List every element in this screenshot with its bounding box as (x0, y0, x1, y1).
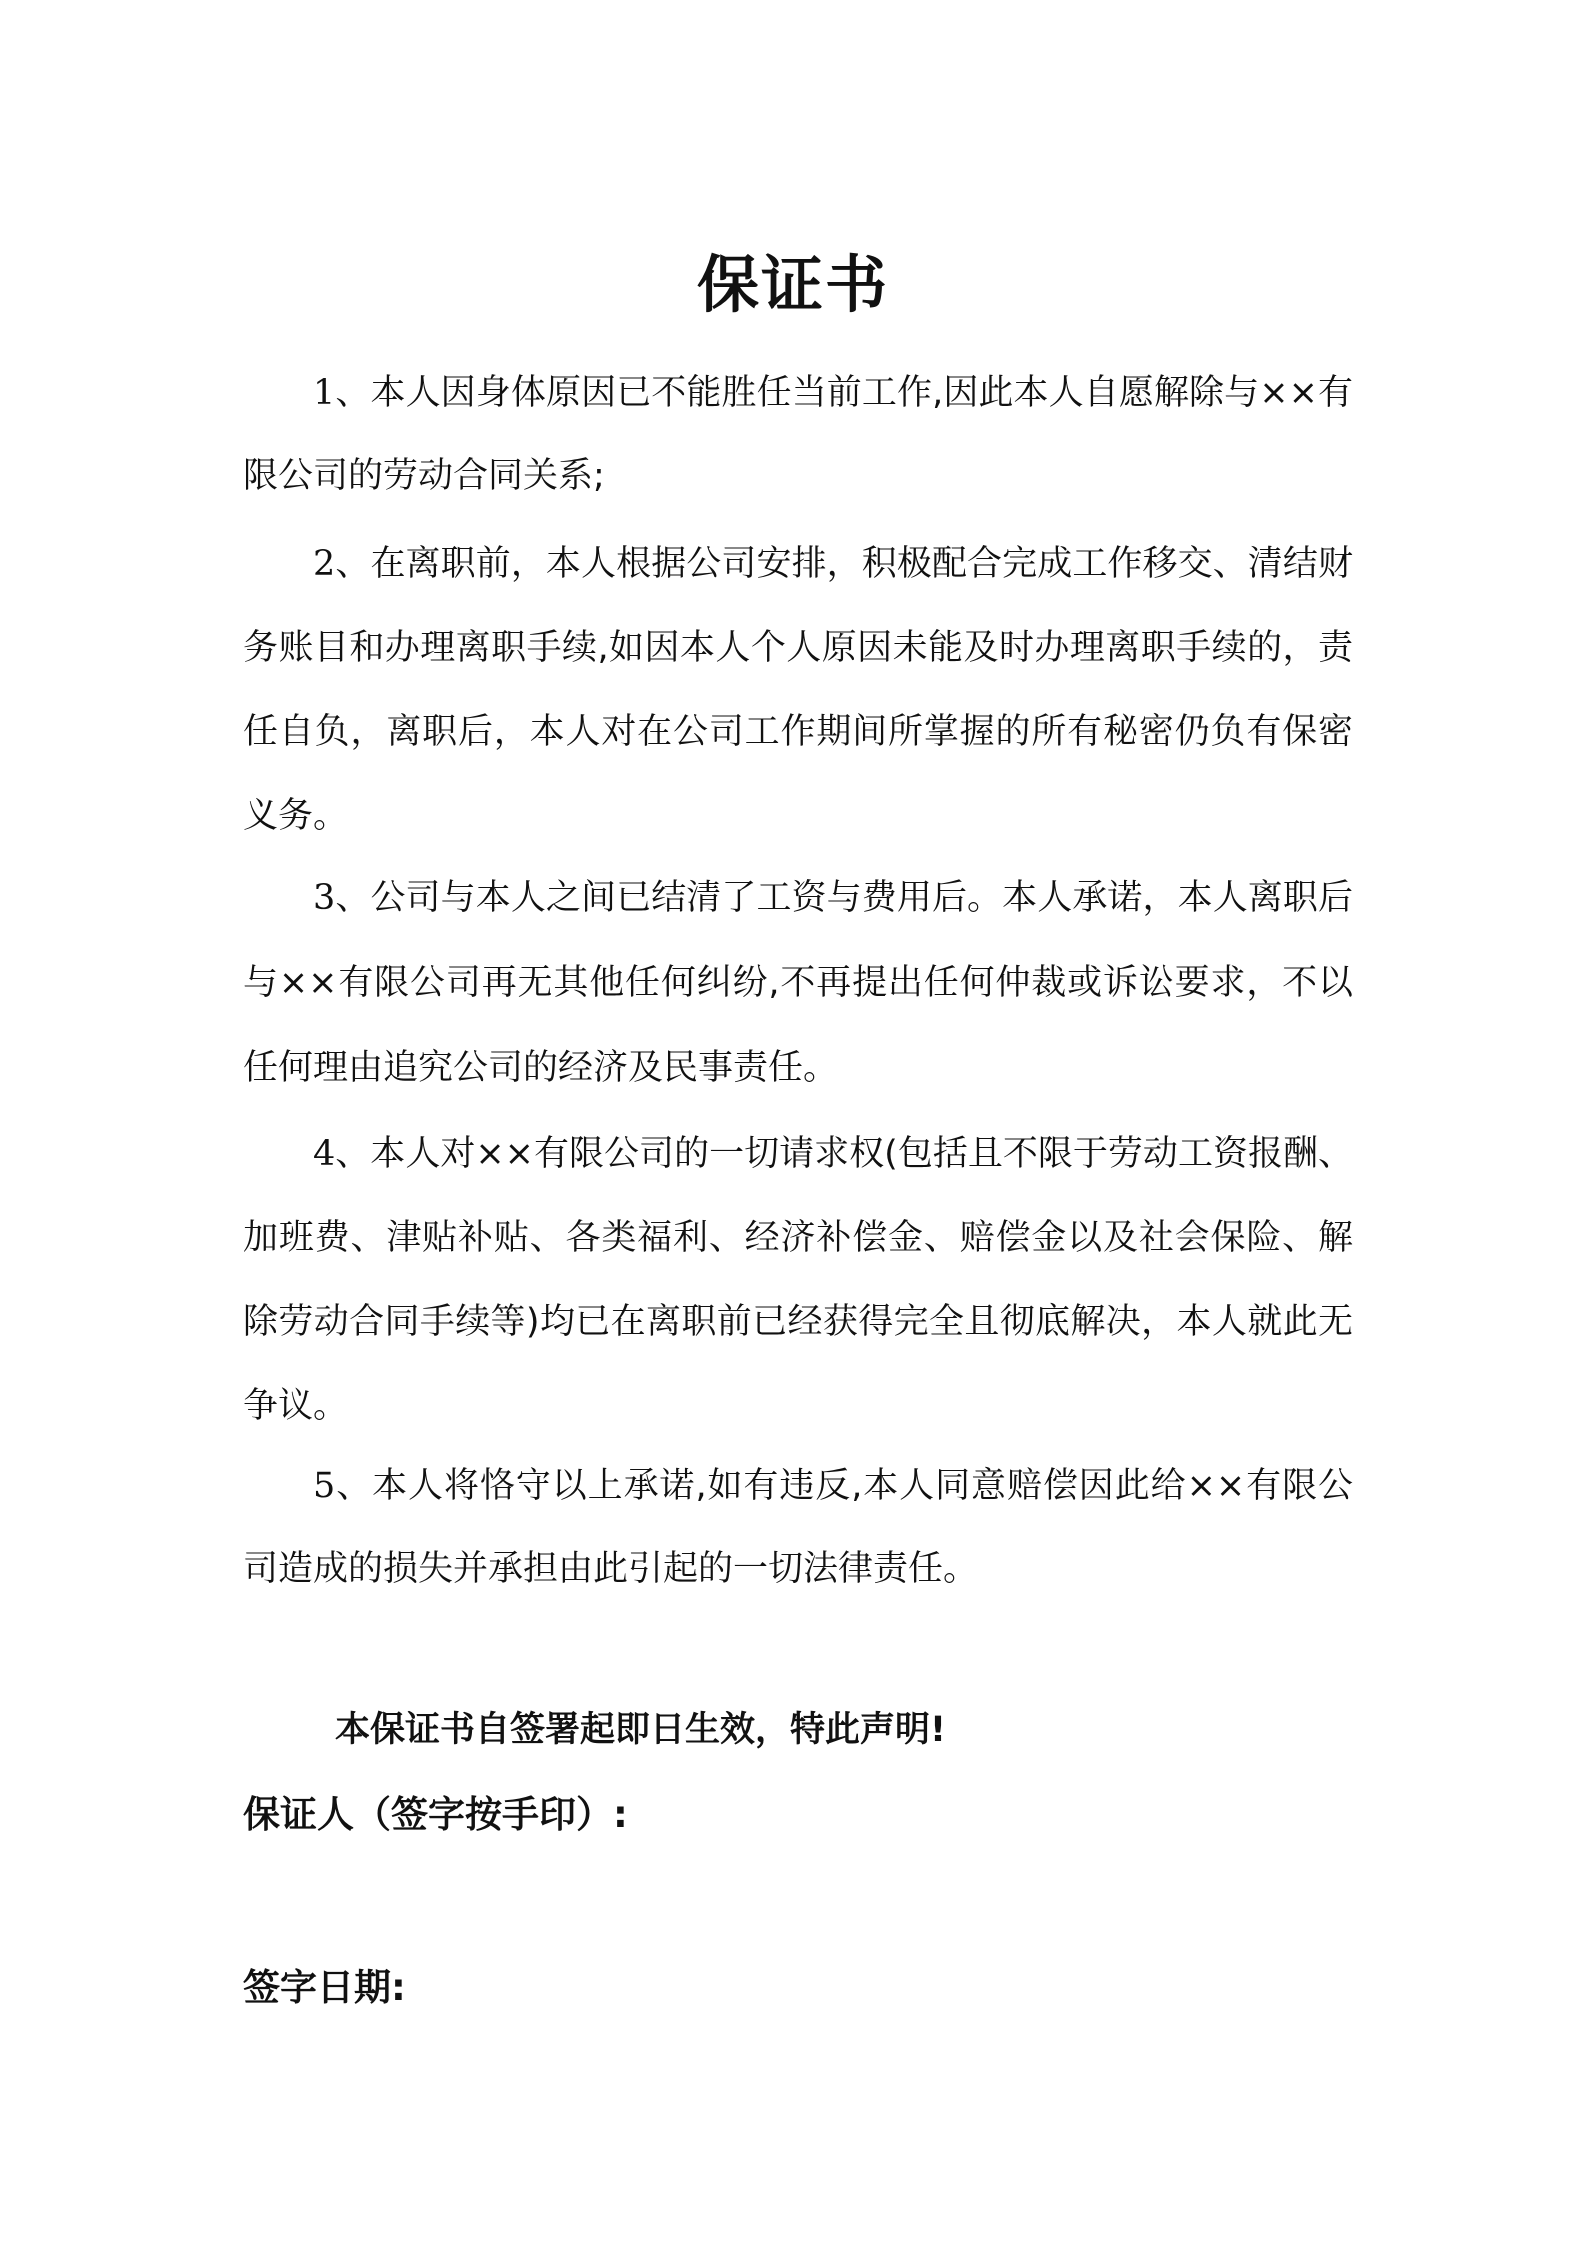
paragraph-number: 2 (313, 544, 336, 584)
paragraph-text: 、本人对××有限公司的一切请求权(包括且不限于劳动工资报酬、加班费、津贴补贴、各类福利、经济补偿金、赔偿金以及社会保险、解除劳动合同手续等)均已在离职前已经获得完全且彻底解决，本人就此无争议。 (243, 1134, 1353, 1426)
paragraph-text: 、公司与本人之间已结清了工资与费用后。本人承诺，本人离职后与××有限公司再无其他任何纠纷,不再提出任何仲裁或诉讼要求，不以任何理由追究公司的经济及民事责任。 (243, 878, 1353, 1088)
paragraph-number: 5 (313, 1466, 336, 1506)
paragraph-number: 3 (313, 878, 336, 918)
paragraph-number: 1 (313, 373, 336, 413)
guarantor-signature-label: 保证人（签字按手印）: (243, 1793, 628, 1836)
paragraph-text: 、本人因身体原因已不能胜任当前工作,因此本人自愿解除与××有限公司的劳动合同关系; (243, 373, 1353, 496)
effective-statement: 本保证书自签署起即日生效，特此声明! (335, 1710, 946, 1750)
paragraph-1 (243, 352, 1353, 518)
paragraph-5 (243, 1445, 1353, 1611)
sign-date-label: 签字日期: (243, 1966, 406, 2009)
paragraph-number: 4 (313, 1134, 336, 1174)
paragraph-4 (243, 1112, 1353, 1448)
paragraph-text: 、本人将恪守以上承诺,如有违反,本人同意赔偿因此给××有限公司造成的损失并承担由此引起的一切法律责任。 (243, 1466, 1353, 1589)
paragraph-text: 、在离职前，本人根据公司安排，积极配合完成工作移交、清结财务账目和办理离职手续,如因本人个人原因未能及时办理离职手续的，责任自负，离职后，本人对在公司工作期间所掌握的所有秘密仍负有保密义务。 (243, 544, 1353, 836)
paragraph-2 (243, 522, 1353, 858)
document-title: 保证书 (696, 248, 889, 321)
paragraph-3 (243, 856, 1353, 1111)
